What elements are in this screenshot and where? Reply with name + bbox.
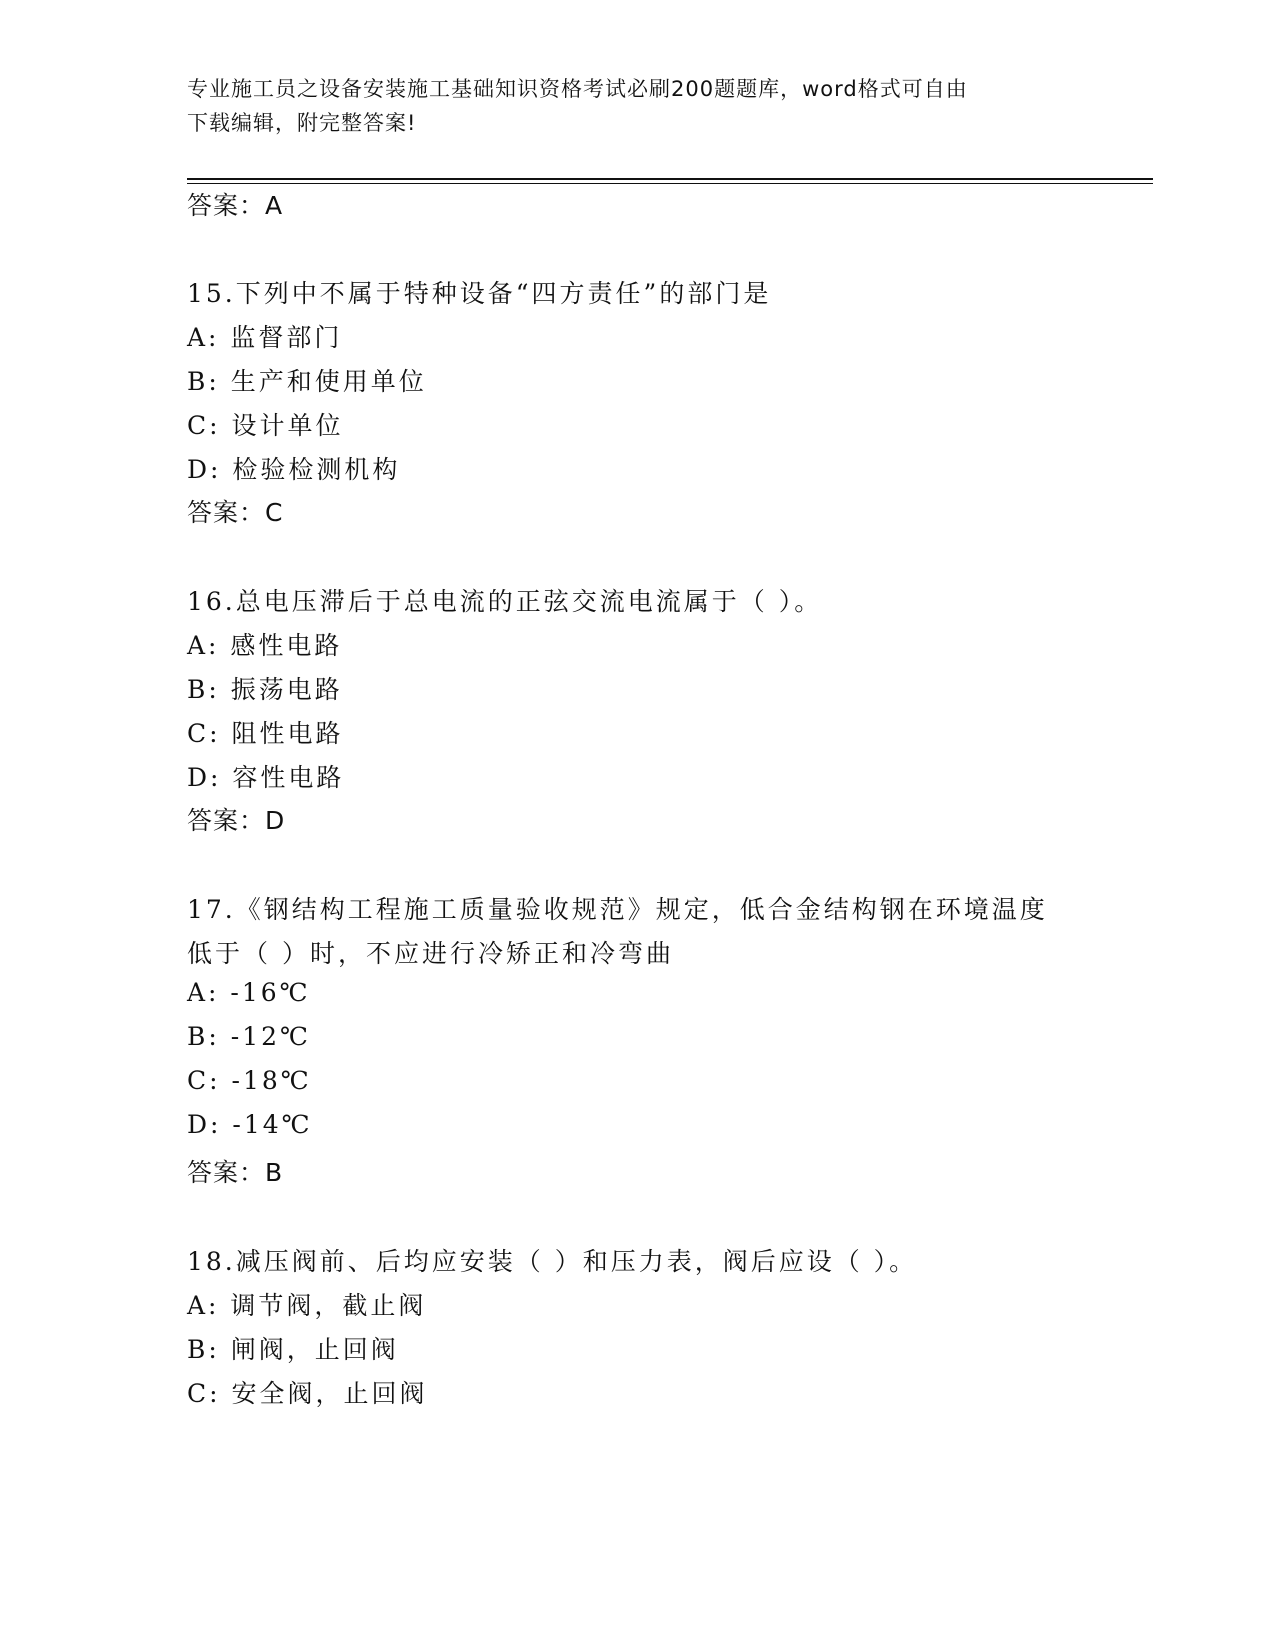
header-line-2: 下载编辑，附完整答案!: [187, 111, 417, 135]
header-line-1: 专业施工员之设备安装施工基础知识资格考试必刷200题题库，word格式可自由: [187, 77, 968, 101]
question-18-option-a: A: 调节阀，截止阀: [187, 1291, 427, 1320]
question-17-option-b: B: -12℃: [187, 1022, 311, 1051]
question-15-option-a: A: 监督部门: [187, 323, 343, 352]
question-16-option-c: C: 阻性电路: [187, 719, 344, 748]
question-15-option-c: C: 设计单位: [187, 411, 344, 440]
question-16-option-d: D: 容性电路: [187, 763, 345, 792]
question-18-option-c: C: 安全阀，止回阀: [187, 1379, 428, 1408]
question-16-option-a: A: 感性电路: [187, 631, 343, 660]
document-header: [187, 72, 1087, 140]
question-16-stem: 16.总电压滞后于总电流的正弦交流电流属于（ ）。: [187, 587, 823, 616]
question-15-option-d: D: 检验检测机构: [187, 455, 401, 484]
header-divider-thin: [187, 183, 1153, 184]
question-15-stem: 15.下列中不属于特种设备“四方责任”的部门是: [187, 279, 772, 308]
question-18-stem: 18.减压阀前、后均应安装（ ）和压力表，阀后应设（ ）。: [187, 1247, 918, 1276]
question-17-option-a: A: -16℃: [187, 978, 311, 1007]
question-15-option-b: B: 生产和使用单位: [187, 367, 427, 396]
question-17-stem-line-2: 低于（ ）时，不应进行冷矫正和冷弯曲: [187, 939, 674, 968]
answer-14: 答案：A: [187, 191, 284, 220]
question-17-option-d: D: -14℃: [187, 1110, 313, 1139]
question-17-stem-line-1: 17.《钢结构工程施工质量验收规范》规定，低合金结构钢在环境温度: [187, 895, 1048, 924]
question-16-option-b: B: 振荡电路: [187, 675, 343, 704]
question-17-answer: 答案：B: [187, 1158, 284, 1187]
question-15-answer: 答案：C: [187, 498, 284, 527]
question-17-option-c: C: -18℃: [187, 1066, 312, 1095]
question-18-option-b: B: 闸阀，止回阀: [187, 1335, 399, 1364]
header-divider-thick: [187, 178, 1153, 180]
question-16-answer: 答案：D: [187, 806, 286, 835]
